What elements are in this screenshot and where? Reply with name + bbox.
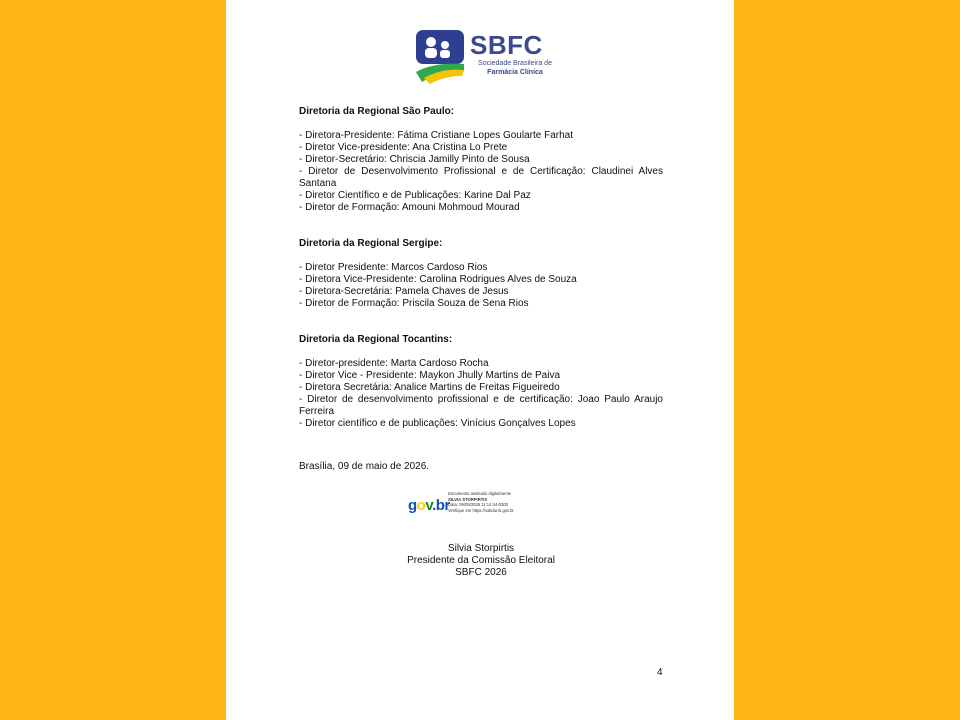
list-item: - Diretor-Secretário: Chriscia Jamilly Pinto de Sousa — [299, 154, 530, 165]
list-item: - Diretor Vice - Presidente: Maykon Jhully Martins de Paiva — [299, 370, 561, 381]
signatory-block — [299, 543, 663, 579]
list-item: - Diretor de Formação: Priscila Souza de Sena Rios — [299, 298, 529, 309]
section-title-sergipe: Diretoria da Regional Sergipe: — [299, 238, 443, 249]
list-item: - Diretora-Presidente: Fátima Cristiane Lopes Goularte Farhat — [299, 130, 574, 141]
document-page — [226, 0, 734, 720]
list-item: - Diretor de Formação: Amouni Mohmoud Mourad — [299, 202, 520, 213]
govbr-logo: gov.br — [408, 497, 450, 514]
signatory-role: Presidente da Comissão Eleitoral — [407, 555, 555, 566]
logo-title: SBFC — [470, 30, 543, 60]
logo-subtitle — [470, 59, 560, 77]
document-body — [299, 106, 663, 430]
list-item: - Diretor-presidente: Marta Cardoso Rocha — [299, 358, 489, 369]
list-item: - Diretor Vice-presidente: Ana Cristina Lo Prete — [299, 142, 508, 153]
digital-signature-stamp — [408, 491, 558, 521]
list-item: - Diretor de Desenvolvimento Profissional e de Certificação: Claudinei Alves Santana — [299, 166, 663, 189]
sbfc-logo — [414, 28, 554, 86]
list-item: - Diretora Vice-Presidente: Carolina Rodrigues Alves de Souza — [299, 274, 577, 285]
sbfc-logo-icon — [414, 28, 468, 84]
logo-subtitle-line2: Farmácia Clínica — [487, 69, 543, 76]
list-item: - Diretor de desenvolvimento profissional e de certificação: Joao Paulo Araujo Ferreira — [299, 394, 663, 417]
signature-date: Data: 09/05/2026 11:14:44-0300 — [448, 502, 508, 507]
signature-verify: Verifique em https://validar.iti.gov.br — [448, 507, 514, 513]
section-title-sao-paulo: Diretoria da Regional São Paulo: — [299, 106, 455, 117]
signatory-name: Silvia Storpirtis — [447, 543, 515, 554]
section-title-tocantins: Diretoria da Regional Tocantins: — [299, 334, 453, 345]
signature-signer: SILVIA STORPIRTIS — [448, 496, 488, 502]
list-item: - Diretora Secretária: Analice Martins de Freitas Figueiredo — [299, 382, 560, 393]
date-line: Brasília, 09 de maio de 2026. — [299, 461, 430, 472]
list-item: - Diretor Científico e de Publicações: Karine Dal Paz — [299, 190, 531, 201]
list-item: - Diretor científico e de publicações: Vinícius Gonçalves Lopes — [299, 418, 576, 429]
signature-details — [448, 491, 514, 513]
page-number: 4 — [657, 667, 663, 678]
signature-line: Documento assinado digitalmente — [448, 491, 512, 496]
signatory-org: SBFC 2026 — [455, 567, 507, 578]
list-item: - Diretora-Secretária: Pamela Chaves de Jesus — [299, 286, 509, 297]
logo-subtitle-line1: Sociedade Brasileira de — [478, 60, 552, 67]
list-item: - Diretor Presidente: Marcos Cardoso Rios — [299, 262, 488, 273]
